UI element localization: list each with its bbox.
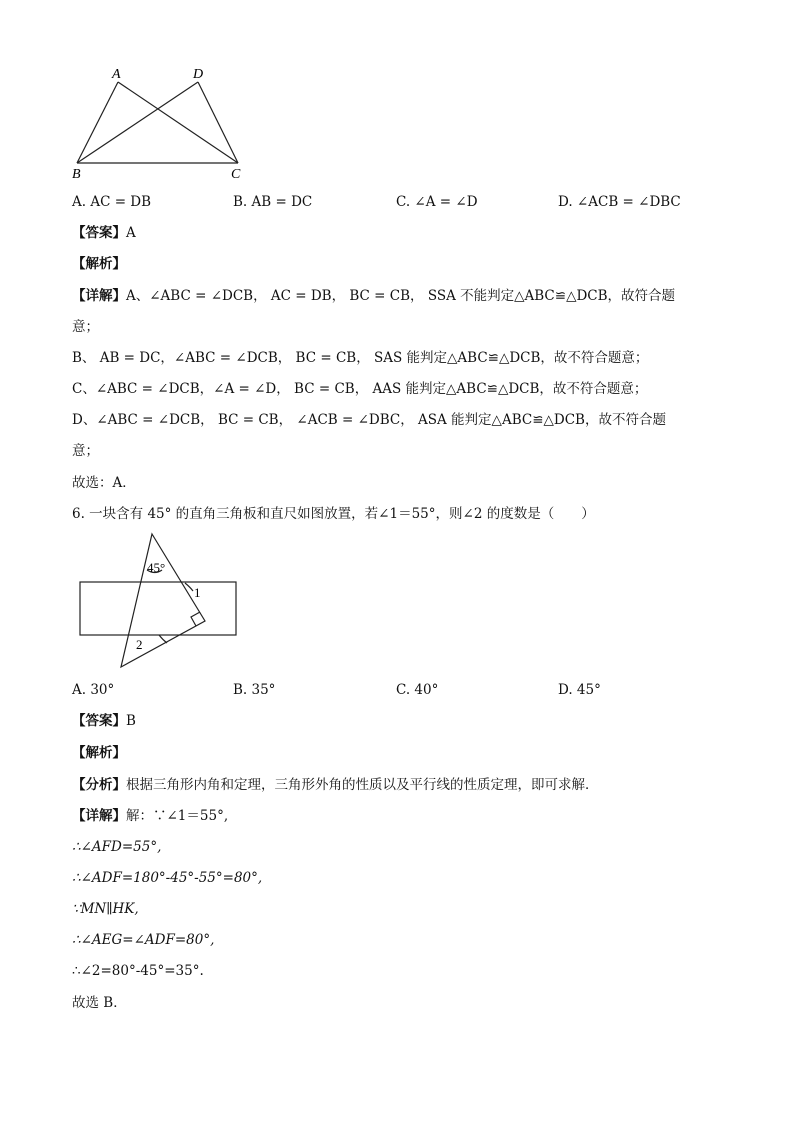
q5-option-c: C. ∠A = ∠D	[396, 194, 478, 210]
q6-stem: 6. 一块含有 45° 的直角三角板和直尺如图放置，若∠1＝55°，则∠2 的度数是（ ）	[72, 506, 595, 522]
point-label-d: D	[193, 67, 204, 82]
q6-step-3: ∵MN∥HK,	[72, 901, 139, 917]
answer-tag: 【答案】	[72, 225, 126, 241]
q6-step-2: ∴∠ADF=180°-45°-55°=80°,	[72, 870, 263, 886]
q5-analysis-tag: 【解析】	[72, 256, 126, 272]
angle-2-label: 2	[136, 637, 143, 652]
q6-option-a: A. 30°	[72, 682, 115, 698]
answer-value: B	[126, 713, 136, 729]
fenxi-tag: 【分析】	[72, 777, 126, 793]
q6-option-b: B. 35°	[233, 682, 276, 698]
q5-detail-line-3: B、 AB = DC，∠ABC = ∠DCB， BC = CB， SAS 能判定△ABC≌△DCB，故不符合题意；	[72, 350, 649, 366]
q5-conclusion: 故选：A．	[72, 475, 136, 491]
q6-step-4: ∴∠AEG=∠ADF=80°,	[72, 932, 215, 948]
figure-setsquare-ruler	[75, 530, 255, 680]
q6-option-c: C. 40°	[396, 682, 439, 698]
figure-triangles-abcd	[60, 60, 260, 180]
q5-detail-line-1	[72, 287, 675, 305]
angle-45-label: 45°	[147, 560, 166, 575]
q6-fenxi	[72, 776, 599, 794]
q6-step-5: ∴∠2=80°-45°=35°.	[72, 963, 204, 979]
q6-analysis-tag: 【解析】	[72, 745, 126, 761]
detail-tag: 【详解】	[72, 288, 126, 304]
detail-tag: 【详解】	[72, 808, 126, 824]
q5-option-d: D. ∠ACB = ∠DBC	[558, 194, 681, 210]
q5-detail-line-4: C、∠ABC = ∠DCB，∠A = ∠D， BC = CB， AAS 能判定△ABC≌△DCB，故不符合题意；	[72, 381, 648, 397]
fenxi-text: 根据三角形内角和定理，三角形外角的性质以及平行线的性质定理，即可求解．	[126, 777, 599, 793]
q5-detail-line-5: D、∠ABC = ∠DCB， BC = CB， ∠ACB = ∠DBC， ASA 能判定△ABC≌△DCB，故不符合题	[72, 412, 666, 428]
detail-text: A、∠ABC = ∠DCB， AC = DB， BC = CB， SSA 不能判定△ABC≌△DCB，故符合题	[126, 288, 676, 304]
detail-text: 解：∵∠1＝55°,	[126, 808, 229, 824]
point-label-c: C	[231, 167, 241, 182]
q6-answer	[72, 712, 136, 730]
answer-tag: 【答案】	[72, 713, 126, 729]
q6-detail-first	[72, 807, 228, 825]
point-label-a: A	[112, 67, 121, 82]
q5-detail-line-6: 意；	[72, 443, 99, 459]
q5-answer	[72, 224, 136, 242]
point-label-b: B	[72, 167, 81, 182]
q5-option-b: B. AB = DC	[233, 194, 313, 210]
q6-conclusion: 故选 B．	[72, 995, 127, 1011]
answer-value: A	[126, 225, 136, 241]
angle-1-label: 1	[194, 585, 201, 600]
q5-detail-line-2: 意；	[72, 319, 99, 335]
q6-option-d: D. 45°	[558, 682, 601, 698]
q5-option-a: A. AC = DB	[72, 194, 152, 210]
q6-step-1: ∴∠AFD=55°,	[72, 839, 162, 855]
